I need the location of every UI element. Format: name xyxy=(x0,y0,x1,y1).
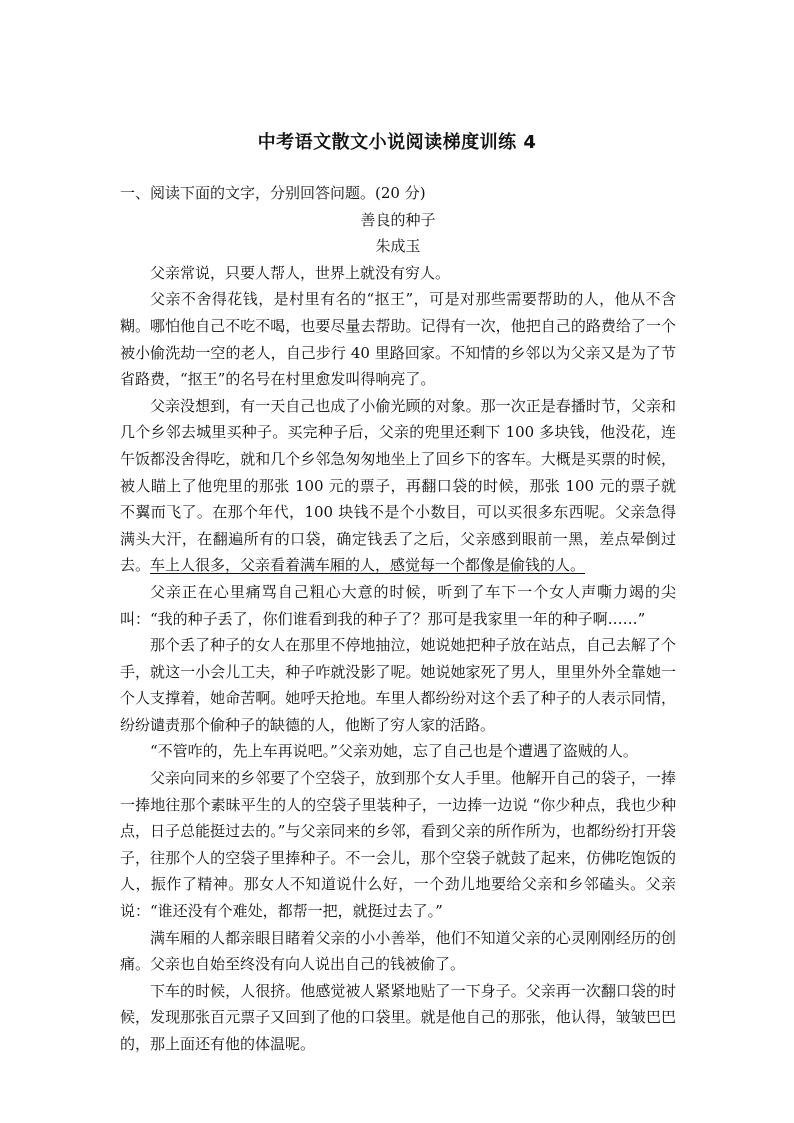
paragraph: 父亲正在心里痛骂自己粗心大意的时候，听到了车下一个女人声嘶力竭的尖叫：“我的种子丢了，你们谁看到我的种子了？那可是我家里一年的种子啊……” xyxy=(120,582,676,628)
page-title: 中考语文散文小说阅读梯度训练 4 xyxy=(257,132,537,153)
paragraph: 父亲不舍得花钱，是村里有名的“抠王”，可是对那些需要帮助的人，他从不含糊。哪怕他自己不吃不喝，也要尽量去帮助。记得有一次，他把自己的路费给了一个被小偷洗劫一空的老人，自己步行 40 里路回家。不知情的乡邻以为父亲又是为了节省路费，“抠王”的名号在村里愈发叫得响亮了。 xyxy=(120,290,676,389)
paragraph: “不管咋的，先上车再说吧。”父亲劝她，忘了自己也是个遭遇了盗贼的人。 xyxy=(150,742,638,761)
underlined-sentence: 车上人很多，父亲看着满车厢的人，感觉每一个都像是偷钱的人。 xyxy=(150,556,586,575)
document-body xyxy=(120,180,676,1058)
paragraph: 父亲向同来的乡邻要了个空袋子，放到那个女人手里。他解开自己的袋子，一捧一捧地往那个素昧平生的人的空袋子里装种子，一边捧一边说 “你少种点，我也少种点，日子总能挺过去的。”与父亲同来的乡邻，看到父亲的所作所为，也都纷纷打开袋子，往那个人的空袋子里捧种子。不一会儿，那个空袋子就鼓了起来，仿佛吃饱饭的人，振作了精神。那女人不知道说什么好，一个劲儿地要给父亲和乡邻磕头。父亲说：“谁还没有个难处，都帮一把，就挺过去了。” xyxy=(120,769,676,921)
section-heading: 一、阅读下面的文字，分别回答问题。(20 分) xyxy=(120,184,426,202)
paragraph-text: 父亲没想到，有一天自己也成了小偷光顾的对象。那一次正是春播时节，父亲和几个乡邻去城里买种子。买完种子后，父亲的兜里还剩下 100 多块钱，他没花，连午饭都没舍得吃，就和几个乡邻急匆匆地坐上了回乡下的客车。大概是买票的时候，被人瞄上了他兜里的那张 100 元的票子，再翻口袋的时候，那张 100 元的票子就不翼而飞了。在那个年代，100 块钱不是个小数目，可以买很多东西呢。父亲急得满头大汗，在翻遍所有的口袋，确定钱丢了之后，父亲感到眼前一黑，差点晕倒过去。 xyxy=(120,396,676,575)
paragraph: 下车的时候，人很挤。他感觉被人紧紧地贴了一下身子。父亲再一次翻口袋的时候，发现那张百元票子又回到了他的口袋里。就是他自己的那张，他认得，皱皱巴巴的，那上面还有他的体温呢。 xyxy=(120,981,676,1053)
story-title: 善良的种子 xyxy=(360,210,436,229)
story-author: 朱成玉 xyxy=(375,237,421,256)
paragraph: 那个丢了种子的女人在那里不停地抽泣，她说她把种子放在站点，自己去解了个手，就这一小会儿工夫，种子咋就没影了呢。她说她家死了男人，里里外外全靠她一个人支撑着，她命苦啊。她呼天抢地。车里人都纷纷对这个丢了种子的人表示同情，纷纷谴责那个偷种子的缺德的人，他断了穷人家的活路。 xyxy=(120,636,676,734)
paragraph: 满车厢的人都亲眼目睹着父亲的小小善举，他们不知道父亲的心灵刚刚经历的创痛。父亲也自始至终没有向人说出自己的钱被偷了。 xyxy=(120,928,676,974)
paragraph xyxy=(120,393,676,579)
paragraph: 父亲常说，只要人帮人，世界上就没有穷人。 xyxy=(150,263,451,282)
